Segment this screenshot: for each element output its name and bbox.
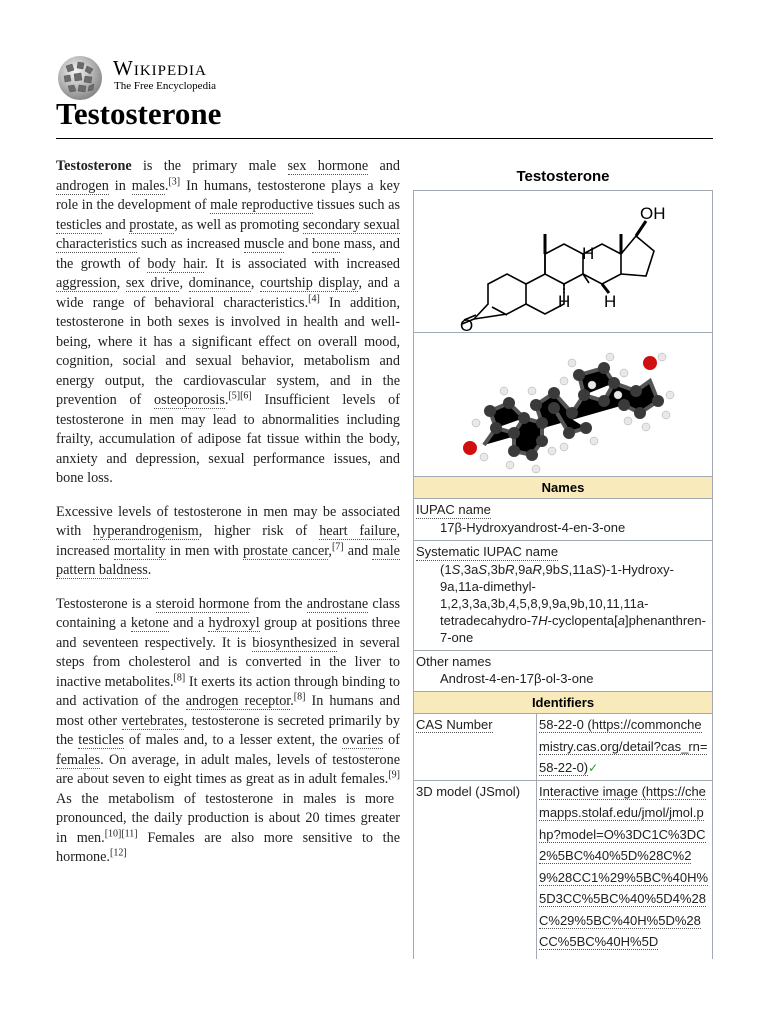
structure-diagram	[414, 191, 712, 332]
link-biosynthesized[interactable]: biosynthesized	[252, 634, 337, 651]
jsmol-interactive-link[interactable]: Interactive image (https://chemapps.stolaf.edu/jmol/jmol.php?model=O%3DC1C%3DC2%5BC%40%5D%28C%29%28CC1%29%5BC%40H%5D3CC%5BC%40%5D4%28C%29%5BC%40H%5D%28CC%5BC%40H%5D	[539, 783, 709, 949]
other-names-row	[414, 651, 712, 692]
ball-and-stick-model-image[interactable]	[414, 333, 712, 477]
page-title: Testosterone	[56, 96, 713, 139]
paragraph-2: Excessive levels of testosterone in men may be associated with hyperandrogenism, higher risk of heart failure, increased mortality in men with prostate cancer,[7] and male pattern baldness.	[56, 503, 400, 578]
link-androgen-receptor[interactable]: androgen receptor	[185, 693, 291, 709]
link-secondary-sexual-characteristics[interactable]: secondary sexual characteristics	[56, 216, 400, 252]
link-testicles-2[interactable]: testicles	[78, 732, 124, 748]
iupac-name-label[interactable]: IUPAC name	[416, 502, 491, 517]
paragraph-3: Testosterone is a steroid hormone from the androstane class containing a ketone and a hydroxyl group at positions three and seventeen respectively. It is biosynthesized in several steps from cholesterol and is converted in the liver to inactive metabolites.[8] It exerts its action through binding to and activation of the androgen receptor.[8] In humans and most other vertebrates, testosterone is secreted primarily by the testicles of males and, to a lesser extent, the ovaries of females. On average, in adult males, levels of testosterone are about seven to eight times as great as in adult females.[9] As the metabolism of testosterone in males is more pronounced, the daily production is about 20 times greater in men.[10][11] Females are also more sensitive to the hormone.[12]	[56, 595, 400, 865]
infobox-table	[413, 190, 713, 959]
link-sex-drive[interactable]: sex drive	[125, 275, 180, 291]
cas-number-link[interactable]: 58-22-0 (https://commonchemistry.cas.org/detail?cas_rn=58-22-0)	[539, 717, 708, 775]
link-ketone[interactable]: ketone	[130, 615, 169, 631]
citation-4[interactable]: [4]	[308, 292, 320, 304]
link-testicles[interactable]: testicles	[56, 216, 102, 233]
link-prostate[interactable]: prostate	[129, 216, 175, 233]
label-h-2: H	[558, 292, 571, 311]
citation-5-6[interactable]: [5][6]	[228, 390, 252, 402]
label-h-3: H	[604, 292, 617, 311]
tagline: The Free Encyclopedia	[114, 80, 217, 92]
cas-number-label[interactable]: CAS Number	[416, 717, 493, 732]
link-heart-failure[interactable]: heart failure	[319, 523, 397, 539]
link-ovaries[interactable]: ovaries	[342, 732, 384, 748]
link-females[interactable]: females	[56, 751, 101, 768]
oxygen-atom-ketone	[463, 441, 477, 455]
bold-term: Testosterone	[56, 158, 132, 174]
link-vertebrates[interactable]: vertebrates	[121, 712, 184, 729]
systematic-iupac-name-row	[414, 541, 712, 651]
other-names-label: Other names	[416, 654, 492, 669]
link-aggression[interactable]: aggression	[56, 275, 117, 291]
link-mortality[interactable]: mortality	[113, 542, 166, 559]
citation-9[interactable]: [9]	[388, 769, 400, 781]
link-muscle[interactable]: muscle	[243, 236, 285, 252]
link-bone[interactable]: bone	[312, 236, 340, 252]
wikipedia-globe-logo[interactable]	[56, 54, 104, 102]
link-androgen[interactable]: androgen	[56, 177, 109, 194]
link-sex-hormone[interactable]: sex hormone	[287, 158, 369, 174]
citation-12[interactable]: [12]	[109, 847, 127, 859]
link-male-reproductive[interactable]: male reproductive	[210, 197, 314, 213]
label-oh: OH	[640, 204, 666, 223]
3d-model-row	[414, 781, 712, 960]
link-males[interactable]: males	[131, 177, 165, 194]
label-h-1: H	[582, 244, 595, 263]
cas-number-row	[414, 714, 712, 781]
link-hyperandrogenism[interactable]: hyperandrogenism	[93, 523, 199, 539]
infobox-title: Testosterone	[516, 168, 610, 185]
label-o: O	[460, 316, 474, 332]
other-names-value: Androst-4-en-17β-ol-3-one	[440, 671, 594, 686]
skeletal-structure-image[interactable]	[414, 191, 712, 333]
iupac-name-row	[414, 499, 712, 541]
link-body-hair[interactable]: body hair	[147, 255, 205, 272]
site-header	[56, 52, 356, 96]
link-courtship-display[interactable]: courtship display	[260, 275, 359, 291]
ball-and-stick-model	[414, 333, 712, 476]
citation-10-11[interactable]: [10][11]	[104, 827, 138, 839]
link-prostate-cancer[interactable]: prostate cancer	[242, 542, 329, 559]
citation-3[interactable]: [3]	[168, 175, 181, 187]
section-names: Names	[414, 477, 712, 499]
systematic-iupac-name-label[interactable]: Systematic IUPAC name	[416, 544, 559, 559]
infobox	[413, 163, 713, 959]
citation-8b[interactable]: [8]	[293, 691, 306, 703]
citation-8a[interactable]: [8]	[173, 671, 186, 683]
section-identifiers: Identifiers	[414, 692, 712, 714]
wordmark[interactable]: Wikipedia	[113, 56, 207, 80]
link-dominance[interactable]: dominance	[188, 275, 251, 291]
3d-model-label[interactable]: 3D model (JSmol)	[416, 783, 521, 799]
oxygen-atom-hydroxyl	[643, 356, 657, 370]
link-osteoporosis[interactable]: osteoporosis	[153, 392, 225, 408]
article-body	[56, 157, 400, 882]
link-steroid-hormone[interactable]: steroid hormone	[155, 595, 250, 612]
link-hydroxyl[interactable]: hydroxyl	[208, 615, 260, 631]
paragraph-1: Testosterone is the primary male sex hormone and androgen in males.[3] In humans, testosterone plays a key role in the development of male reproductive tissues such as testicles and prostate, as well as promoting secondary sexual characteristics such as increased muscle and bone mass, and the growth of body hair. It is associated with increased aggression, sex drive, dominance, courtship display, and a wide range of behavioral characteristics.[4] In addition, testosterone in both sexes is involved in health and well-being, where it has a significant effect on overall mood, cognition, social and sexual behavior, metabolism and energy output, the cardiovascular system, and in the prevention of osteoporosis.[5][6] Insufficient levels of testosterone in men may lead to abnormalities including frailty, accumulation of adipose fat tissue within the body, anxiety and depression, sexual performance issues, and bone loss.	[56, 158, 400, 486]
verified-check-icon: ✓	[588, 761, 599, 775]
link-male-pattern-baldness[interactable]: male pattern baldness	[56, 542, 400, 578]
link-androstane[interactable]: androstane	[306, 595, 369, 612]
systematic-iupac-name-value: (1S,3aS,3bR,9aR,9bS,11aS)-1-Hydroxy-9a,11a-dimethyl-1,2,3,3a,3b,4,5,8,9,9a,9b,10,11,11a-tetradecahydro-7H-cyclopenta[a]phenanthren-7-one	[440, 562, 706, 645]
citation-7[interactable]: [7]	[331, 540, 344, 552]
iupac-name-value: 17β-Hydroxyandrost-4-en-3-one	[440, 520, 626, 535]
